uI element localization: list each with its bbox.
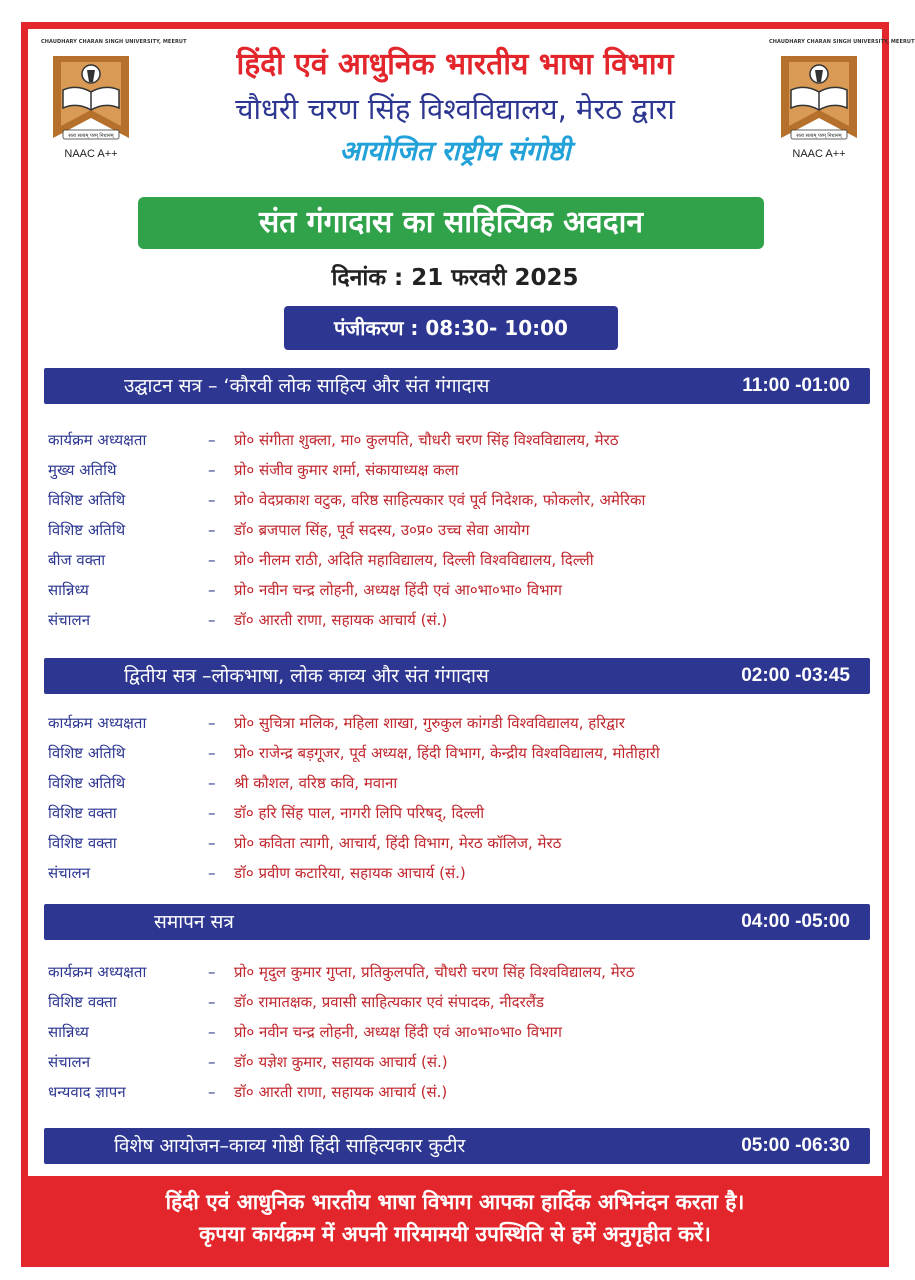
separator-dash: – <box>208 431 216 449</box>
naac-grade-left: NAAC A++ <box>64 148 118 160</box>
footer-line-2: कृपया कार्यक्रम में अपनी गरिमामयी उपस्थिति से हमें अनुगृहीत करें। <box>199 1222 711 1246</box>
session-time: 11:00 -01:00 <box>742 375 850 396</box>
list-item <box>48 485 874 515</box>
logo-university-text: CHAUDHARY CHARAN SINGH UNIVERSITY, MEERUT <box>769 39 915 45</box>
role-label: सान्निध्य <box>48 581 89 599</box>
person-detail: डॉ० हरि सिंह पाल, नागरी लिपि परिषद्, दिल्ली <box>234 804 485 822</box>
department-name: हिंदी एवं आधुनिक भारतीय भाषा विभाग <box>236 47 674 82</box>
university-emblem-icon <box>773 46 865 146</box>
university-emblem-icon <box>45 46 137 146</box>
person-detail: डॉ० ब्रजपाल सिंह, पूर्व सदस्य, उ०प्र० उच्च सेवा आयोग <box>234 521 530 539</box>
registration-time: पंजीकरण : 08:30- 10:00 <box>284 306 618 350</box>
separator-dash: – <box>208 551 216 569</box>
separator-dash: – <box>208 581 216 599</box>
session-title: उद्घाटन सत्र – ‘कौरवी लोक साहित्य और संत गंगादास <box>124 375 490 397</box>
session-list-closing <box>48 957 874 1107</box>
session-time: 05:00 -06:30 <box>741 1135 850 1156</box>
naac-grade-right: NAAC A++ <box>792 148 846 160</box>
person-detail: श्री कौशल, वरिष्ठ कवि, मवाना <box>234 774 398 792</box>
separator-dash: – <box>208 1083 216 1101</box>
separator-dash: – <box>208 1053 216 1071</box>
list-item <box>48 425 874 455</box>
event-type: आयोजित राष्ट्रीय संगोष्ठी <box>339 136 571 167</box>
role-label: संचालन <box>48 611 91 629</box>
separator-dash: – <box>208 1023 216 1041</box>
session-title: विशेष आयोजन–काव्य गोष्ठी हिंदी साहित्यकार कुटीर <box>114 1135 466 1157</box>
list-item <box>48 515 874 545</box>
role-label: विशिष्ट वक्ता <box>48 834 117 852</box>
role-label: सान्निध्य <box>48 1023 89 1041</box>
session-time: 04:00 -05:00 <box>741 911 850 932</box>
list-item <box>48 828 874 858</box>
person-detail: डॉ० आरती राणा, सहायक आचार्य (सं.) <box>234 1083 448 1101</box>
separator-dash: – <box>208 744 216 762</box>
role-label: कार्यक्रम अध्यक्षता <box>48 431 147 449</box>
list-item <box>48 1077 874 1107</box>
separator-dash: – <box>208 804 216 822</box>
person-detail: प्रो० वेदप्रकाश वटुक, वरिष्ठ साहित्यकार एवं पूर्व निदेशक, फोकलोर, अमेरिका <box>234 491 646 509</box>
list-item <box>48 708 874 738</box>
person-detail: प्रो० मृदुल कुमार गुप्ता, प्रतिकुलपति, चौधरी चरण सिंह विश्वविद्यालय, मेरठ <box>234 963 635 981</box>
list-item <box>48 605 874 635</box>
list-item <box>48 1047 874 1077</box>
list-item <box>48 858 874 888</box>
university-name: चौधरी चरण सिंह विश्वविद्यालय, मेरठ द्वारा <box>235 92 675 126</box>
logo-motto: सत्य सत्यम् परम् निधानम् <box>68 133 114 139</box>
footer-line-1: हिंदी एवं आधुनिक भारतीय भाषा विभाग आपका हार्दिक अभिनंदन करता है। <box>165 1190 745 1214</box>
university-logo-right <box>769 39 915 160</box>
role-label: संचालन <box>48 1053 91 1071</box>
separator-dash: – <box>208 714 216 732</box>
list-item <box>48 545 874 575</box>
separator-dash: – <box>208 834 216 852</box>
person-detail: डॉ० यज्ञेश कुमार, सहायक आचार्य (सं.) <box>234 1053 448 1071</box>
list-item <box>48 768 874 798</box>
role-label: विशिष्ट वक्ता <box>48 804 117 822</box>
person-detail: प्रो० कविता त्यागी, आचार्य, हिंदी विभाग, मेरठ कॉलिज, मेरठ <box>234 834 562 852</box>
list-item <box>48 575 874 605</box>
role-label: बीज वक्ता <box>48 551 106 569</box>
person-detail: प्रो० नवीन चन्द्र लोहनी, अध्यक्ष हिंदी एवं आ०भा०भा० विभाग <box>234 581 562 599</box>
role-label: धन्यवाद ज्ञापन <box>48 1083 126 1101</box>
separator-dash: – <box>208 963 216 981</box>
logo-university-text: CHAUDHARY CHARAN SINGH UNIVERSITY, MEERUT <box>41 39 187 45</box>
person-detail: डॉ० रामातक्षक, प्रवासी साहित्यकार एवं संपादक, नीदरलैंड <box>234 993 544 1011</box>
session-bar-special <box>44 1128 870 1164</box>
person-detail: प्रो० सुचित्रा मलिक, महिला शाखा, गुरुकुल कांगडी विश्वविद्यालय, हरिद्वार <box>234 714 625 732</box>
session-bar-closing <box>44 904 870 940</box>
event-date: दिनांक : 21 फरवरी 2025 <box>331 265 579 291</box>
role-label: विशिष्ट वक्ता <box>48 993 117 1011</box>
role-label: विशिष्ट अतिथि <box>48 521 126 539</box>
separator-dash: – <box>208 774 216 792</box>
role-label: विशिष्ट अतिथि <box>48 491 126 509</box>
welcome-footer <box>28 1176 882 1260</box>
separator-dash: – <box>208 864 216 882</box>
person-detail: प्रो० नवीन चन्द्र लोहनी, अध्यक्ष हिंदी एवं आ०भा०भा० विभाग <box>234 1023 562 1041</box>
list-item <box>48 987 874 1017</box>
session-title: समापन सत्र <box>154 911 234 933</box>
logo-motto: सत्य सत्यम् परम् निधानम् <box>796 133 842 139</box>
seminar-title: संत गंगादास का साहित्यिक अवदान <box>138 197 764 249</box>
separator-dash: – <box>208 461 216 479</box>
separator-dash: – <box>208 491 216 509</box>
person-detail: प्रो० संगीता शुक्ला, मा० कुलपति, चौधरी चरण सिंह विश्वविद्यालय, मेरठ <box>234 431 619 449</box>
list-item <box>48 798 874 828</box>
role-label: मुख्य अतिथि <box>48 461 117 479</box>
separator-dash: – <box>208 611 216 629</box>
university-logo-left <box>41 39 187 160</box>
role-label: संचालन <box>48 864 91 882</box>
role-label: कार्यक्रम अध्यक्षता <box>48 714 147 732</box>
person-detail: प्रो० नीलम राठी, अदिति महाविद्यालय, दिल्ली विश्वविद्यालय, दिल्ली <box>234 551 594 569</box>
session-list-inaugural <box>48 425 874 635</box>
list-item <box>48 957 874 987</box>
session-list-second <box>48 708 874 888</box>
separator-dash: – <box>208 993 216 1011</box>
session-bar-second <box>44 658 870 694</box>
list-item <box>48 738 874 768</box>
separator-dash: – <box>208 521 216 539</box>
session-bar-inaugural <box>44 368 870 404</box>
list-item <box>48 455 874 485</box>
role-label: विशिष्ट अतिथि <box>48 744 126 762</box>
person-detail: प्रो० संजीव कुमार शर्मा, संकायाध्यक्ष कला <box>234 461 459 479</box>
list-item <box>48 1017 874 1047</box>
person-detail: प्रो० राजेन्द्र बड़गूजर, पूर्व अध्यक्ष, हिंदी विभाग, केन्द्रीय विश्वविद्यालय, मोतीहारी <box>234 744 660 762</box>
person-detail: डॉ० प्रवीण कटारिया, सहायक आचार्य (सं.) <box>234 864 466 882</box>
session-time: 02:00 -03:45 <box>741 665 850 686</box>
session-title: द्वितीय सत्र –लोकभाषा, लोक काव्य और संत गंगादास <box>124 665 489 687</box>
role-label: विशिष्ट अतिथि <box>48 774 126 792</box>
poster-frame <box>21 22 915 1267</box>
role-label: कार्यक्रम अध्यक्षता <box>48 963 147 981</box>
person-detail: डॉ० आरती राणा, सहायक आचार्य (सं.) <box>234 611 448 629</box>
